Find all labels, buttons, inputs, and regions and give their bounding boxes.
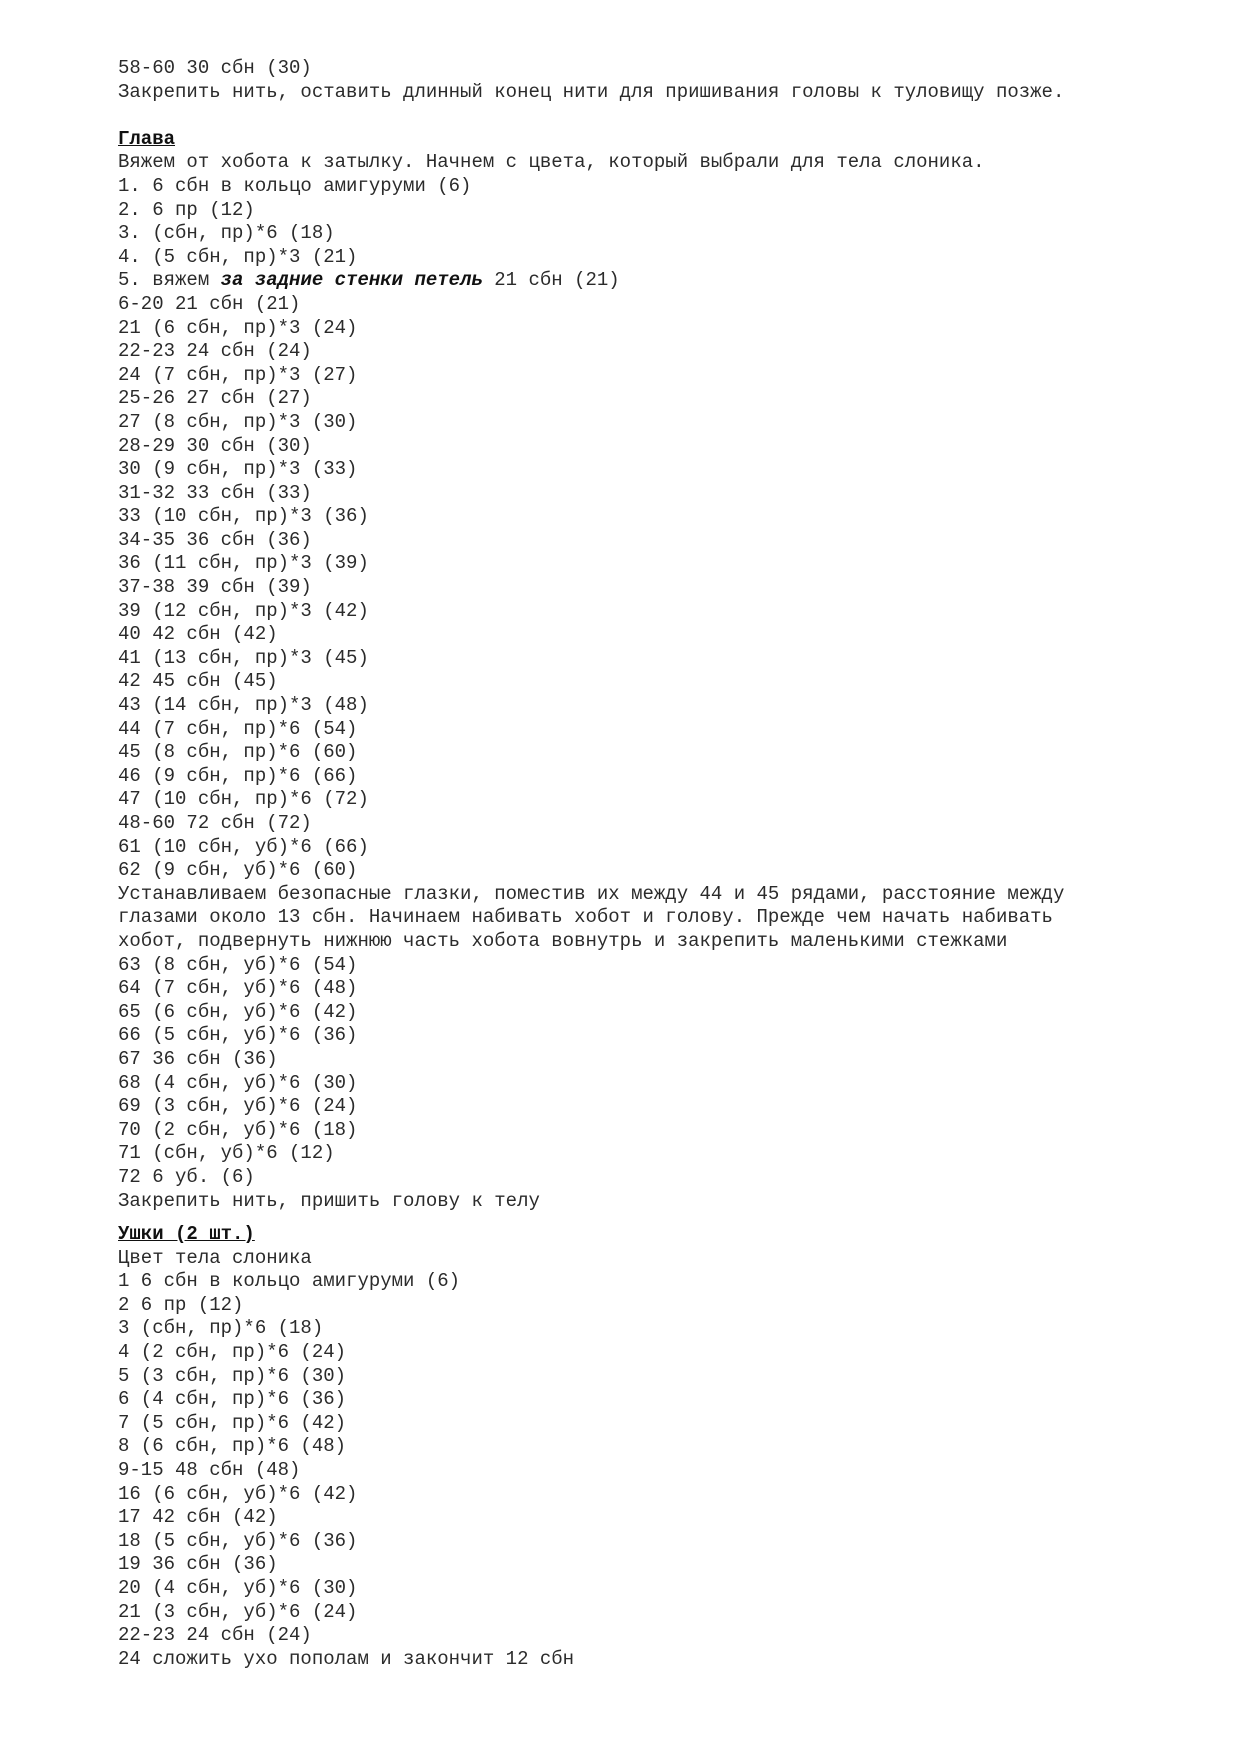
- text-line: 16 (6 сбн, уб)*6 (42): [118, 1482, 358, 1505]
- text-line: 21 (6 сбн, пр)*3 (24): [118, 316, 358, 339]
- text-line: Закрепить нить, пришить голову к телу: [118, 1189, 540, 1212]
- text-line: 3. (сбн, пр)*6 (18): [118, 222, 335, 245]
- head-lines-after: [118, 293, 1198, 1213]
- text-line: 24 сложить ухо пополам и закончит 12 сбн: [118, 1647, 575, 1670]
- text-line: 28-29 30 сбн (30): [118, 434, 312, 457]
- text-line: 34-35 36 сбн (36): [118, 528, 312, 551]
- text-line: 6-20 21 сбн (21): [118, 292, 301, 315]
- section-heading-ears: Ушки (2 шт.): [118, 1223, 255, 1246]
- text-line: хобот, подвернуть нижнюю часть хобота вовнутрь и закрепить маленькими стежками: [118, 929, 1008, 952]
- text-line: 17 42 сбн (42): [118, 1506, 278, 1529]
- ears-section: [118, 1223, 1198, 1671]
- text-line: 8 (6 сбн, пр)*6 (48): [118, 1435, 347, 1458]
- head-lines-before: [118, 151, 1198, 269]
- text-line: 25-26 27 сбн (27): [118, 387, 312, 410]
- text-line: 33 (10 сбн, пр)*3 (36): [118, 505, 369, 528]
- text-line: 48-60 72 сбн (72): [118, 812, 312, 834]
- text-line: 43 (14 сбн, пр)*3 (48): [118, 694, 369, 717]
- text-line: 4. (5 сбн, пр)*3 (21): [118, 245, 358, 268]
- text-line: 40 42 сбн (42): [118, 623, 278, 646]
- text-line: 27 (8 сбн, пр)*3 (30): [118, 410, 358, 433]
- section-heading-head: Глава: [118, 127, 176, 150]
- text-line: 64 (7 сбн, уб)*6 (48): [118, 977, 358, 1000]
- text-line: Вяжем от хобота к затылку. Начнем с цвета, который выбрали для тела слоника.: [118, 151, 985, 174]
- text-line: 62 (9 сбн, уб)*6 (60): [118, 859, 358, 882]
- text-line: 68 (4 сбн, уб)*6 (30): [118, 1071, 358, 1094]
- text-line: 20 (4 сбн, уб)*6 (30): [118, 1577, 358, 1599]
- text-line: 61 (10 сбн, уб)*6 (66): [118, 835, 369, 858]
- text-line: 66 (5 сбн, уб)*6 (36): [118, 1024, 358, 1047]
- text-line: 22-23 24 сбн (24): [118, 340, 312, 363]
- text-line: 3 (сбн, пр)*6 (18): [118, 1317, 324, 1340]
- ears-lines: [118, 1247, 1198, 1672]
- text-line: 42 45 сбн (45): [118, 670, 278, 693]
- text-line: 30 (9 сбн, пр)*3 (33): [118, 458, 358, 481]
- spacer: [118, 104, 1198, 128]
- text-line: 19 36 сбн (36): [118, 1553, 278, 1576]
- text-line: 39 (12 сбн, пр)*3 (42): [118, 599, 369, 622]
- text-line: 1. 6 сбн в кольцо амигуруми (6): [118, 174, 472, 197]
- text-line: 24 (7 сбн, пр)*3 (27): [118, 363, 358, 386]
- text-line: 5 (3 сбн, пр)*6 (30): [118, 1364, 347, 1387]
- text-line: 70 (2 сбн, уб)*6 (18): [118, 1118, 358, 1141]
- text-line: 21 (3 сбн, уб)*6 (24): [118, 1600, 358, 1623]
- head-section: [118, 128, 1198, 1213]
- text-line: 69 (3 сбн, уб)*6 (24): [118, 1095, 358, 1118]
- text-line: 45 (8 сбн, пр)*6 (60): [118, 741, 358, 764]
- text-line: 31-32 33 сбн (33): [118, 481, 312, 504]
- text-line: 22-23 24 сбн (24): [118, 1624, 312, 1647]
- text-line: 2 6 пр (12): [118, 1293, 244, 1316]
- text-line: 72 6 уб. (6): [118, 1165, 255, 1188]
- spacer: [118, 1213, 1198, 1223]
- text-line: 44 (7 сбн, пр)*6 (54): [118, 717, 358, 740]
- text-line: 63 (8 сбн, уб)*6 (54): [118, 953, 358, 976]
- document-page: [118, 57, 1198, 1671]
- text-line: Устанавливаем безопасные глазки, поместив их между 44 и 45 рядами, расстояние между: [118, 882, 1065, 905]
- row-5-emphasis: за задние стенки петель: [220, 269, 483, 292]
- text-line: 7 (5 сбн, пр)*6 (42): [118, 1411, 347, 1434]
- text-line: Цвет тела слоника: [118, 1246, 312, 1269]
- text-line: 71 (сбн, уб)*6 (12): [118, 1142, 335, 1165]
- text-line: 36 (11 сбн, пр)*3 (39): [118, 552, 369, 575]
- text-line: 18 (5 сбн, уб)*6 (36): [118, 1529, 358, 1552]
- text-line: 6 (4 сбн, пр)*6 (36): [118, 1388, 347, 1411]
- text-line: глазами около 13 сбн. Начинаем набивать хобот и голову. Прежде чем начать набивать: [118, 906, 1053, 929]
- text-line: 58-60 30 сбн (30): [118, 57, 312, 79]
- row-5-line: [118, 269, 1198, 293]
- text-line: 9-15 48 сбн (48): [118, 1459, 301, 1482]
- text-line: 2. 6 пр (12): [118, 198, 255, 221]
- text-line: 41 (13 сбн, пр)*3 (45): [118, 646, 369, 669]
- text-line: 4 (2 сбн, пр)*6 (24): [118, 1341, 347, 1364]
- text-line: 47 (10 сбн, пр)*6 (72): [118, 788, 369, 811]
- row-5-prefix: 5. вяжем: [118, 269, 221, 292]
- intro-block: [118, 57, 1198, 104]
- text-line: 67 36 сбн (36): [118, 1047, 278, 1070]
- text-line: 37-38 39 сбн (39): [118, 576, 312, 599]
- text-line: 46 (9 сбн, пр)*6 (66): [118, 764, 358, 787]
- text-line: 65 (6 сбн, уб)*6 (42): [118, 1000, 358, 1023]
- text-line: 1 6 сбн в кольцо амигуруми (6): [118, 1270, 461, 1293]
- text-line: Закрепить нить, оставить длинный конец нити для пришивания головы к туловищу позже.: [118, 80, 1065, 103]
- row-5-suffix: 21 сбн (21): [482, 269, 620, 292]
